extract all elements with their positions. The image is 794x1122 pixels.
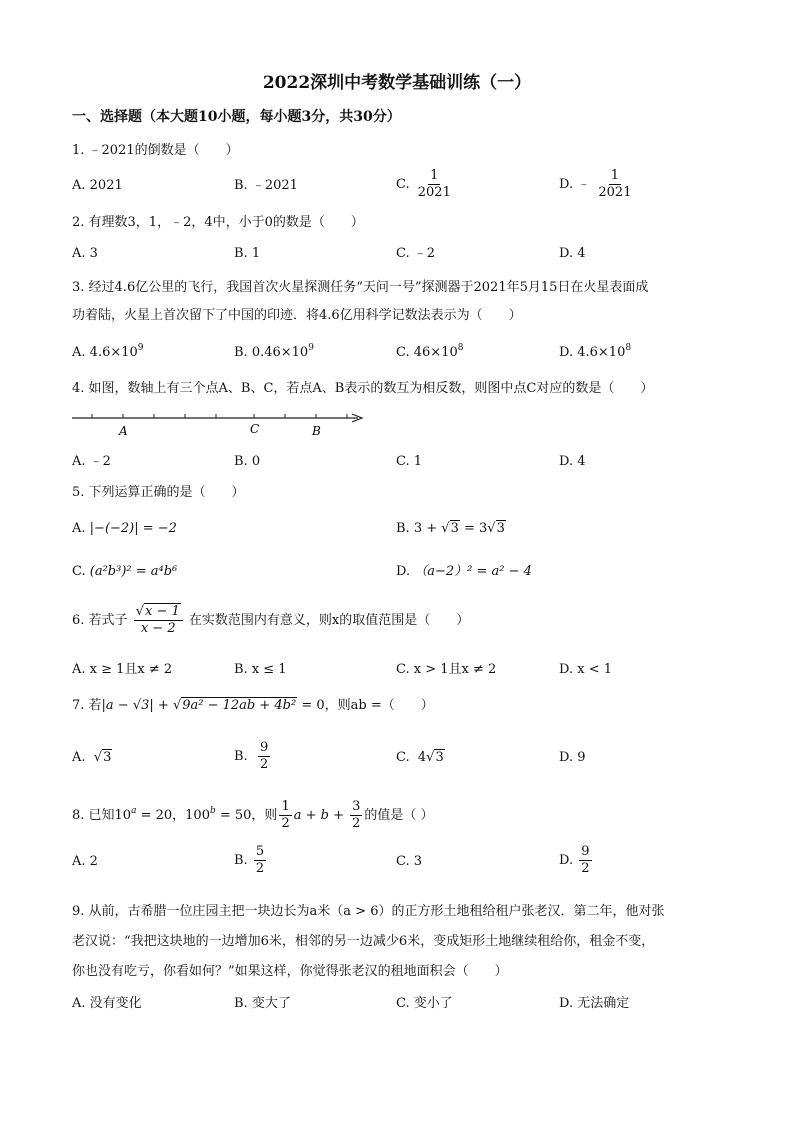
q8-option-c: C. 3 (396, 854, 423, 869)
q7-c-coef: 4 (417, 750, 427, 765)
q3-c-prefix: C. (396, 345, 410, 360)
q7-a-radicand: 3 (103, 750, 112, 765)
q3-b-base: 0.46×10 (251, 345, 309, 360)
q8-f1-num: 1 (281, 799, 290, 814)
q1-c-fraction (416, 168, 453, 201)
question-3-line-2: 功着陆，火星上首次留下了中国的印迹．将4.6亿用科学记数法表示为（ ） (72, 308, 522, 323)
q8-b-num: 5 (255, 844, 265, 859)
q7-a-prefix: A. (72, 750, 86, 765)
question-4-stem: 4. 如图，数轴上有三个点A、B、C，若点A、B表示的数互为相反数，则图中点C对应的数是（ ） (72, 381, 654, 396)
q7-c-prefix: C. (396, 750, 410, 765)
question-3-line-1: 3. 经过4.6亿公里的飞行，我国首次火星探测任务“天问一号”探测器于2021年5月15日在火星表面成 (72, 280, 649, 295)
point-label-a: A (119, 424, 128, 438)
q3-c-base: 46×10 (413, 345, 458, 360)
q1-d-fraction (596, 168, 633, 201)
q8-exp-b: b (209, 806, 216, 816)
q7-option-a: A. √3 (72, 750, 112, 765)
number-line-ticks (92, 414, 347, 418)
number-line-figure (70, 408, 370, 442)
q8-stem-suffix: 的值是（ ） (364, 808, 434, 823)
q7-b-prefix: B. (234, 749, 248, 764)
q5-option-b: B. 3 + √3 = 3√3 (396, 521, 505, 536)
q3-d-exp: 8 (625, 343, 632, 353)
q8-fraction-2 (350, 799, 362, 832)
q8-stem-mid1: = 20，100 (136, 808, 210, 823)
q3-a-base: 4.6×10 (89, 345, 138, 360)
q7-plus: + (153, 698, 173, 713)
q1-option-c (396, 168, 455, 201)
question-9-line-2: 老汉说：“我把这块地的一边增加6米，相邻的另一边减少6米，变成矩形土地继续租给你，租金不变， (72, 934, 655, 949)
q4-option-a: A. ﹣2 (72, 454, 111, 469)
q5-d-prefix: D. (396, 564, 411, 579)
q9-option-c: C. 变小了 (396, 996, 453, 1011)
q3-a-exp: 9 (137, 343, 144, 353)
q8-b-den: 2 (255, 861, 265, 876)
q8-d-num: 9 (581, 844, 590, 859)
q3-option-c (396, 344, 463, 362)
q7-option-b (234, 740, 272, 773)
q1-option-a: A. 2021 (72, 178, 123, 193)
q8-stem-mid2: = 50，则 (215, 808, 278, 823)
q6-option-b: B. x ≤ 1 (234, 662, 287, 677)
q6-fraction (134, 604, 183, 637)
q7-b-num: 9 (259, 740, 269, 755)
q8-d-prefix: D. (559, 853, 574, 868)
q5-b-prefix: B. (396, 521, 410, 536)
q5-b-mid: = 3 (459, 521, 488, 536)
q9-option-b: B. 变大了 (234, 996, 291, 1011)
q3-a-prefix: A. (72, 345, 86, 360)
q9-option-a: A. 没有变化 (72, 996, 142, 1011)
question-2-stem: 2. 有理数3，1，﹣2，4中，小于0的数是（ ） (72, 215, 364, 230)
q8-b-prefix: B. (234, 853, 248, 868)
q6-option-a: A. x ≥ 1且x ≠ 2 (72, 662, 173, 677)
q1-d-prefix: D. ﹣ (559, 177, 591, 192)
q2-option-a: A. 3 (72, 246, 98, 261)
q3-d-prefix: D. (559, 345, 574, 360)
q7-stem-prefix: 7. 若 (72, 698, 102, 713)
q5-c-prefix: C. (72, 564, 86, 579)
q6-num-radicand: x − 1 (144, 604, 180, 619)
point-label-b: B (312, 424, 321, 438)
q1-option-d (559, 168, 635, 201)
q4-option-c: C. 1 (396, 454, 423, 469)
q7-option-d: D. 9 (559, 750, 586, 765)
page-title: 2022深圳中考数学基础训练（一） (262, 73, 532, 93)
q8-option-a: A. 2 (72, 854, 98, 869)
q2-option-c: C. ﹣2 (396, 246, 436, 261)
q8-exp-a: a (131, 806, 137, 816)
q7-option-c: C. 4√3 (396, 750, 444, 765)
q1-d-den: 2021 (598, 185, 632, 200)
question-1-stem: 1. ﹣2021的倒数是（ ） (72, 143, 239, 158)
q6-den: x − 2 (140, 621, 176, 636)
q3-option-d (559, 344, 631, 362)
q5-d-expr: （a−2）² = a² − 4 (414, 564, 532, 579)
q1-c-den: 2021 (417, 185, 451, 200)
question-8-stem (72, 799, 434, 832)
q8-f1-den: 2 (281, 816, 290, 831)
q3-option-b (234, 344, 314, 362)
q5-a-expr: |−(−2)| = −2 (89, 521, 177, 536)
q6-stem-suffix: 在实数范围内有意义，则x的取值范围是（ ） (188, 613, 470, 628)
q8-d-fraction (579, 844, 591, 877)
q8-stem-mid3: a + b + (293, 808, 349, 823)
question-9-line-3: 你也没有吃亏，你看如何？”如果这样，你觉得张老汉的租地面积会（ ） (72, 964, 508, 979)
q8-b-fraction (254, 844, 266, 877)
q6-option-c: C. x > 1且x ≠ 2 (396, 662, 497, 677)
q5-option-d (396, 563, 532, 581)
q1-c-num: 1 (430, 168, 439, 183)
q3-b-prefix: B. (234, 345, 248, 360)
q6-option-d: D. x < 1 (559, 662, 612, 677)
q3-option-a (72, 344, 144, 362)
q7-abs-expr: |a − √3| (101, 698, 154, 713)
q4-option-b: B. 0 (234, 454, 261, 469)
q8-f2-num: 3 (352, 799, 361, 814)
q6-stem-prefix: 6. 若式子 (72, 613, 128, 628)
q5-b-rad2: 3 (496, 521, 505, 536)
question-5-stem: 5. 下列运算正确的是（ ） (72, 485, 245, 500)
q5-a-prefix: A. (72, 521, 86, 536)
q8-fraction-1 (279, 799, 291, 832)
q5-c-expr: (a²b³)² = a⁴b⁶ (89, 564, 178, 579)
q8-option-d (559, 844, 594, 877)
section-heading: 一、选择题（本大题10小题，每小题3分，共30分） (72, 109, 401, 125)
q5-option-c (72, 563, 177, 581)
q8-f2-den: 2 (352, 816, 361, 831)
q7-radicand: 9a² − 12ab + 4b² (182, 698, 297, 713)
q8-d-den: 2 (581, 861, 590, 876)
q1-d-num: 1 (610, 168, 620, 183)
point-label-c: C (250, 422, 260, 436)
q3-d-base: 4.6×10 (577, 345, 626, 360)
q3-c-exp: 8 (457, 343, 464, 353)
q4-option-d: D. 4 (559, 454, 586, 469)
q6-num: √x − 1 (134, 604, 183, 621)
q2-option-b: B. 1 (234, 246, 261, 261)
q5-b-left: 3 + (413, 521, 442, 536)
q9-option-d: D. 无法确定 (559, 996, 630, 1011)
question-7-stem: 7. 若|a − √3| + √9a² − 12ab + 4b² = 0，则ab =（ ） (72, 698, 434, 713)
q8-stem-prefix: 8. 已知10 (72, 808, 132, 823)
q1-c-prefix: C. (396, 177, 410, 192)
q3-b-exp: 9 (308, 343, 314, 353)
q7-stem-suffix: = 0，则ab =（ ） (297, 698, 434, 713)
question-9-line-1: 9. 从前，古希腊一位庄园主把一块边长为a米（a > 6）的正方形土地租给租户张老汉．第二年，他对张 (72, 904, 665, 919)
q1-option-b: B. ﹣2021 (234, 178, 298, 193)
q7-b-den: 2 (259, 757, 269, 772)
question-6-stem (72, 604, 469, 637)
q5-b-rad1: 3 (450, 521, 459, 536)
q5-option-a (72, 520, 177, 538)
q8-option-b (234, 844, 268, 877)
q7-c-radicand: 3 (435, 750, 444, 765)
q2-option-d: D. 4 (559, 246, 586, 261)
q7-b-fraction (258, 740, 270, 773)
